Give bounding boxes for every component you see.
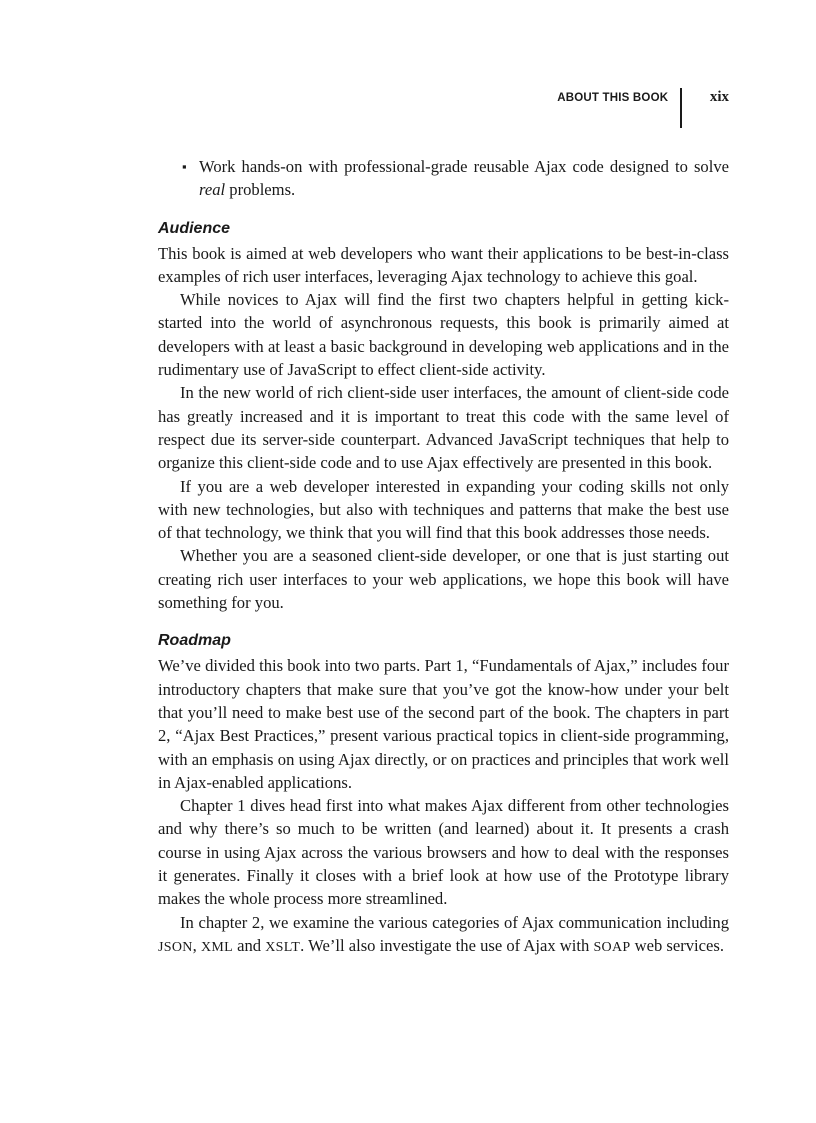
paragraph: Chapter 1 dives head first into what makes Ajax different from other technologies and why there’s so much to be written (and learned) about it. It presents a crash course in using Ajax across the various browsers and how to deal with the responses it generates. Finally it closes with a brief look at how use of the Prototype library makes the whole process more streamlined. <box>158 796 729 909</box>
section-heading-roadmap: Roadmap <box>158 632 231 650</box>
running-head-title: ABOUT THIS BOOK <box>557 92 669 104</box>
paragraph: This book is aimed at web developers who want their applications to be best-in-class examples of rich user interfaces, leveraging Ajax technology to achieve this goal. <box>158 243 729 286</box>
page-number: xix <box>709 89 729 105</box>
acronym: SOAP <box>593 939 631 955</box>
paragraph: In chapter 2, we examine the various categories of Ajax communication including JSON, XML and XSLT. We’ll also investigate the use of Ajax with SOAP web services. <box>158 912 729 955</box>
paragraph: We’ve divided this book into two parts. Part 1, “Fundamentals of Ajax,” includes four introductory chapters that make sure that you’ve got the know-how under your belt that you’ll need to make best use of the second part of the book. The chapters in part 2, “Ajax Best Practices,” present various practical topics in client-side programming, with an emphasis on using Ajax directly, or on practices and principles that work well in Ajax-enabled applications. <box>158 656 729 792</box>
running-head-divider <box>680 88 682 128</box>
square-bullet-icon: ▪ <box>182 159 187 174</box>
acronym: JSON <box>158 939 193 955</box>
running-head <box>557 88 729 130</box>
acronym: XSLT <box>265 939 301 955</box>
paragraph: While novices to Ajax will find the first two chapters helpful in getting kick-started into the world of asynchronous requests, this book is primarily aimed at developers with at least a basic background in developing web applications and in the rudimentary use of JavaScript to effect client-side activity. <box>158 290 729 380</box>
section-heading-audience: Audience <box>158 219 231 237</box>
paragraph: In the new world of rich client-side user interfaces, the amount of client-side code has greatly increased and it is important to treat this code with the same level of respect due its server-side counterpart. Advanced JavaScript techniques that help to organize this client-side code and to use Ajax effectively are presented in this book. <box>158 383 729 473</box>
body-text <box>158 155 729 959</box>
list-item: ▪ Work hands-on with professional-grade reusable Ajax code designed to solve real problems. <box>182 157 729 200</box>
acronym: XML <box>200 939 233 955</box>
paragraph: If you are a web developer interested in expanding your coding skills not only with new technologies, but also with techniques and patterns that make the best use of that technology, we think that you will find that this book addresses those needs. <box>158 476 729 543</box>
paragraph: Whether you are a seasoned client-side developer, or one that is just starting out creating rich user interfaces to your web applications, we hope this book will have something for you. <box>158 546 729 613</box>
emphasis-text: real <box>199 180 226 200</box>
